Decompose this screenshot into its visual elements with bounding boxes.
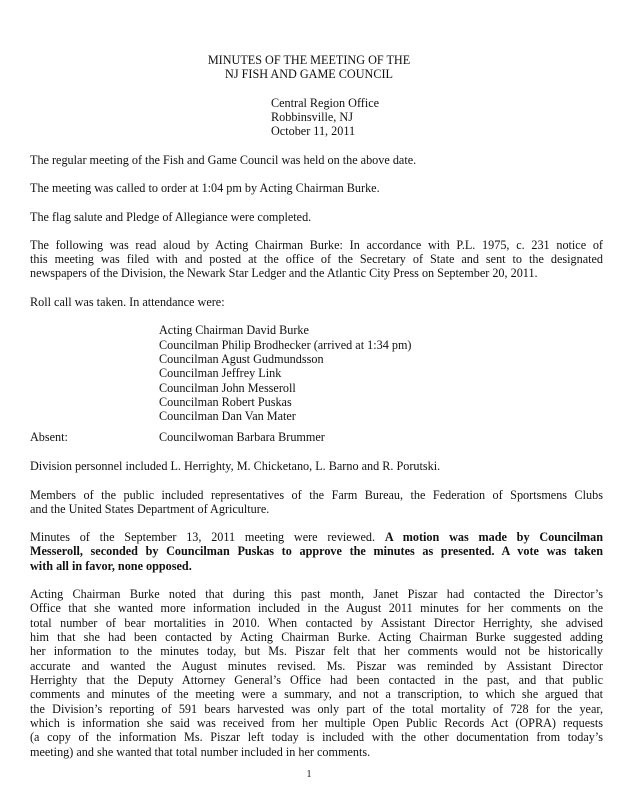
paragraph-called-to-order: The meeting was called to order at 1:04 pm by Acting Chairman Burke. <box>30 181 380 195</box>
location-line-1: Central Region Office <box>271 96 380 110</box>
public-line: and the United States Department of Agriculture. <box>30 502 270 516</box>
paragraph-flag-salute: The flag salute and Pledge of Allegiance were completed. <box>30 210 312 224</box>
motion-text: Messeroll, seconded by Councilman Puskas to approve the minutes as presented. A vote was taken <box>30 544 603 558</box>
location-line-2: Robbinsville, NJ <box>271 110 353 124</box>
attendee: Councilman John Messeroll <box>159 381 296 395</box>
piszar-line: meeting) and she wanted that total number included in her comments. <box>30 745 371 759</box>
minutes-review-line-2 <box>30 544 603 559</box>
attendee: Councilman Agust Gudmundsson <box>159 352 324 366</box>
attendee: Councilman Robert Puskas <box>159 395 292 409</box>
motion-text: A motion was made by Councilman <box>384 530 603 544</box>
title-line-2: NJ FISH AND GAME COUNCIL <box>225 67 393 81</box>
piszar-line: Acting Chairman Burke noted that during this past month, Janet Piszar had contacted the Director’s <box>30 587 603 601</box>
absent-name: Councilwoman Barbara Brummer <box>159 430 325 444</box>
piszar-line: her information to the minutes today, but Ms. Piszar felt that her comments would not be historically <box>30 644 603 658</box>
minutes-review-line-3 <box>30 559 192 574</box>
paragraph-roll-call: Roll call was taken. In attendance were: <box>30 295 225 309</box>
piszar-line: (a copy of the information Ms. Piszar left today is included with the other documentation from today’s <box>30 730 603 744</box>
notice-line: this meeting was filed with and posted at the office of the Secretary of State and sent to the designated <box>30 252 603 266</box>
piszar-line: him that she had been contacted by Acting Chairman Burke. Acting Chairman Burke suggested adding <box>30 630 603 644</box>
notice-line: newspapers of the Division, the Newark Star Ledger and the Atlantic City Press on September 20, 2011. <box>30 266 538 280</box>
motion-text: with all in favor, none opposed. <box>30 559 192 573</box>
attendee: Councilman Jeffrey Link <box>159 366 282 380</box>
page-number: 1 <box>306 769 312 780</box>
piszar-line: the Division’s reporting of 591 bears harvested was only part of the total mortality of 728 for the year, <box>30 702 603 716</box>
paragraph-division-personnel: Division personnel included L. Herrighty, M. Chicketano, L. Barno and R. Porutski. <box>30 459 441 473</box>
piszar-line: total number of bear mortalities in 2010. When contacted by Assistant Director Herrighty, she advised <box>30 616 603 630</box>
minutes-review-text: Minutes of the September 13, 2011 meeting were reviewed. <box>30 530 385 544</box>
minutes-review-line-1 <box>30 530 603 545</box>
attendee: Acting Chairman David Burke <box>159 323 309 337</box>
public-line: Members of the public included representatives of the Farm Bureau, the Federation of Sportsmens Clubs <box>30 488 603 502</box>
piszar-line: accurate and wanted the August minutes revised. Ms. Piszar was reminded by Assistant Director <box>30 659 603 673</box>
attendee: Councilman Philip Brodhecker (arrived at 1:34 pm) <box>159 338 412 352</box>
notice-line: The following was read aloud by Acting Chairman Burke: In accordance with P.L. 1975, c. 231 notice of <box>30 238 603 252</box>
absent-label: Absent: <box>30 430 68 444</box>
piszar-line: Office that she wanted more information included in the August 2011 minutes for her comments on the <box>30 601 603 615</box>
paragraph-meeting-held: The regular meeting of the Fish and Game Council was held on the above date. <box>30 153 417 167</box>
meeting-date: October 11, 2011 <box>271 124 356 138</box>
piszar-line: comments and minutes of the meeting were a summary, and not a transcription, to which she argued that <box>30 687 603 701</box>
attendee: Councilman Dan Van Mater <box>159 409 296 423</box>
piszar-line: Herrighty that the Deputy Attorney General’s Office had been contacted in the past, and that public <box>30 673 603 687</box>
title-line-1: MINUTES OF THE MEETING OF THE <box>207 53 411 67</box>
piszar-line: which is information she said was received from her multiple Open Public Records Act (OPRA) requests <box>30 716 603 730</box>
